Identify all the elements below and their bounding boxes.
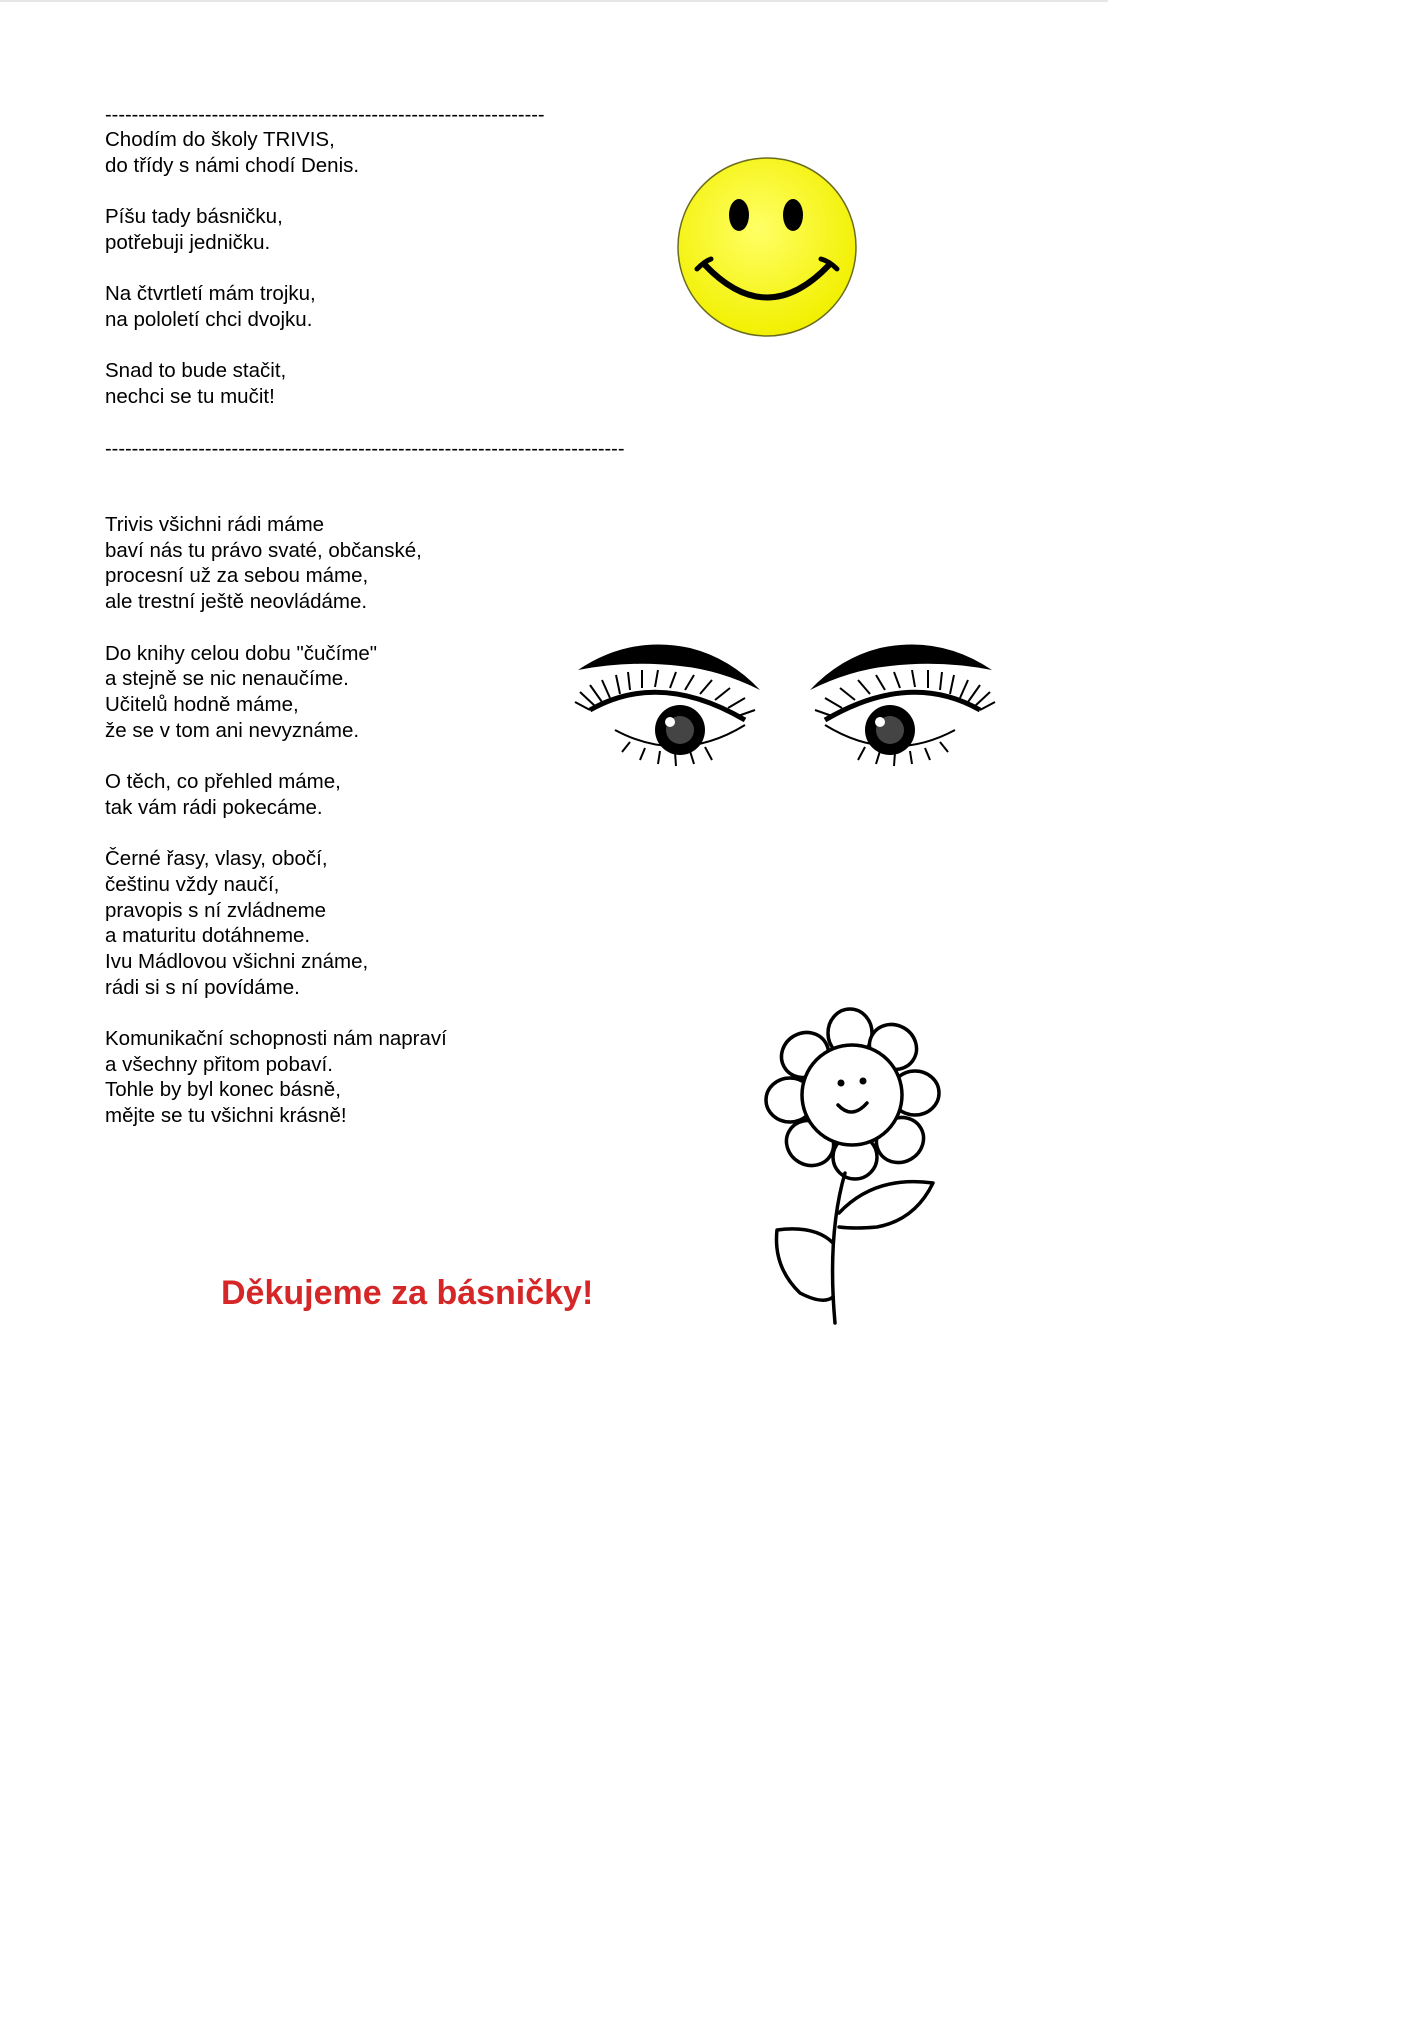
- poem-line: Tohle by byl konec básně,: [105, 1078, 341, 1102]
- smiley-face-icon: [675, 155, 859, 339]
- poem-line: potřebuji jedničku.: [105, 230, 271, 254]
- poem-line: Černé řasy, vlasy, obočí,: [105, 847, 328, 871]
- stanza: [105, 358, 359, 409]
- poem-line: Učitelů hodně máme,: [105, 692, 299, 716]
- stanza: [105, 281, 359, 332]
- poem-line: Snad to bude stačit,: [105, 359, 287, 383]
- poem-line: tak vám rádi pokecáme.: [105, 795, 323, 819]
- poem-line: a stejně se nic nenaučíme.: [105, 667, 349, 691]
- stanza: [105, 641, 447, 744]
- poem-line: nechci se tu mučit!: [105, 384, 275, 408]
- stanza: [105, 512, 447, 615]
- poem-line: Chodím do školy TRIVIS,: [105, 128, 335, 151]
- poem-line: pravopis s ní zvládneme: [105, 898, 327, 922]
- stanza: [105, 204, 359, 255]
- closing-thanks: Děkujeme za básničky!: [221, 1274, 594, 1312]
- poem-line: O těch, co přehled máme,: [105, 770, 341, 793]
- poem-line: a maturitu dotáhneme.: [105, 924, 311, 948]
- poem-line: na pololetí chci dvojku.: [105, 307, 313, 331]
- poem-line: a všechny přitom pobaví.: [105, 1052, 333, 1076]
- stanza: [105, 769, 447, 820]
- smiling-flower-drawing: [755, 1005, 955, 1330]
- poem-line: Do knihy celou dobu "čučíme": [105, 641, 378, 665]
- poem-line: rádi si s ní povídáme.: [105, 975, 300, 999]
- poem-line: procesní už za sebou máme,: [105, 564, 369, 588]
- right-eye: [810, 644, 995, 766]
- left-eye: [575, 644, 760, 766]
- poem-line: Na čtvrtletí mám trojku,: [105, 282, 316, 306]
- stanza: [105, 127, 359, 178]
- poem-second: [105, 512, 447, 1129]
- poem-line: že se v tom ani nevyznáme.: [105, 718, 360, 742]
- poem-line: ale trestní ještě neovládáme.: [105, 590, 368, 614]
- poem-line: Ivu Mádlovou všichni známe,: [105, 949, 369, 973]
- poem-line: baví nás tu právo svaté, občanské,: [105, 538, 422, 562]
- poem-line: Komunikační schopnosti nám napraví: [105, 1027, 447, 1050]
- poem-line: do třídy s námi chodí Denis.: [105, 153, 360, 177]
- divider-middle: ------------------------------------------------------------------------------: [105, 438, 625, 460]
- poem-line: češtinu vždy naučí,: [105, 872, 280, 896]
- stanza: [105, 1026, 447, 1129]
- poem-line: Trivis všichni rádi máme: [105, 513, 325, 536]
- divider-top: ------------------------------------------------------------------: [105, 104, 545, 126]
- poem-line: Píšu tady básničku,: [105, 205, 283, 229]
- poem-first: [105, 127, 359, 410]
- stanza: [105, 846, 447, 1000]
- eyes-illustration: [570, 630, 1000, 790]
- page-top-border: [0, 0, 1108, 2]
- poem-line: mějte se tu všichni krásně!: [105, 1104, 347, 1128]
